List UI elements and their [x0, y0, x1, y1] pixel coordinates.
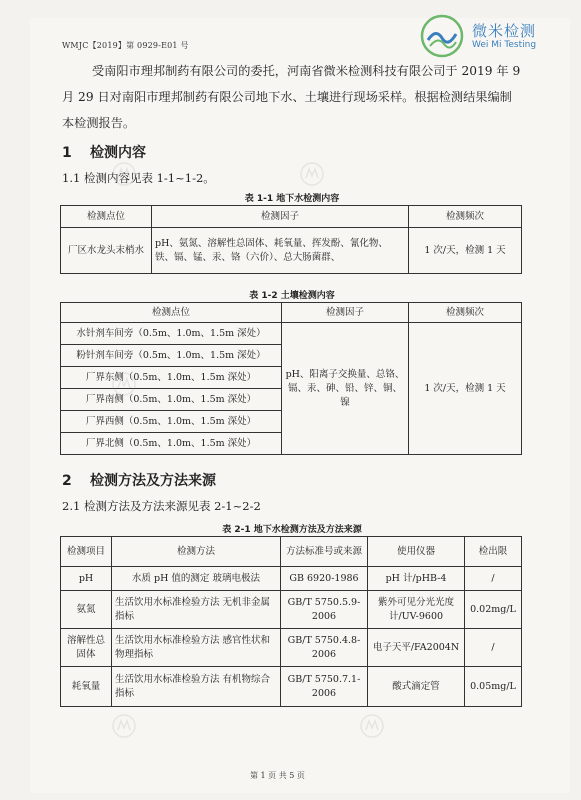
table-cell: 厂区水龙头末梢水	[61, 228, 152, 274]
table-cell: 水质 pH 值的测定 玻璃电极法	[112, 567, 281, 591]
table-row	[61, 567, 522, 591]
table-cell: pH、阳离子交换量、总铬、镉、汞、砷、铅、锌、铜、镍	[282, 323, 409, 455]
wei-mi-logo-icon	[420, 14, 464, 58]
table-cell: GB/T 5750.5.9-2006	[281, 591, 368, 629]
table-cell: 0.05mg/L	[465, 667, 522, 707]
table-cell: pH	[61, 567, 112, 591]
section-1-title: 检测内容	[90, 145, 146, 161]
section-2-number: 2	[62, 473, 72, 489]
logo-cn-text: 微米检测	[472, 22, 537, 40]
table-cell: pH、氨氮、溶解性总固体、耗氧量、挥发酚、氰化物、铁、镉、锰、汞、铬（六价）、总大肠菌群、	[152, 228, 409, 274]
table-header-cell: 检出限	[465, 537, 522, 567]
table-header-cell: 检测项目	[61, 537, 112, 567]
table-1-1	[60, 205, 522, 274]
report-number: WMJC【2019】第 0929-E01 号	[62, 41, 189, 50]
table-cell: 1 次/天，检测 1 天	[409, 228, 522, 274]
table-header-cell: 检测点位	[61, 303, 282, 323]
table-cell: /	[465, 629, 522, 667]
table-2-1	[60, 536, 522, 707]
watermark-icon	[112, 160, 136, 188]
section-2-heading	[62, 470, 216, 490]
table-cell: 生活饮用水标准检验方法 感官性状和物理指标	[112, 629, 281, 667]
intro-paragraph: 受南阳市理邦制药有限公司的委托，河南省微米检测科技有限公司于 2019 年 9 月 29 日对南阳市理邦制药有限公司地下水、土壤进行现场采样。根据检测结果编制本检测报告。	[62, 64, 521, 130]
table-cell: 厂界东侧（0.5m、1.0m、1.5m 深处）	[61, 367, 282, 389]
table-1-2-caption: 表 1-2 土壤检测内容	[249, 291, 335, 301]
table-row	[61, 629, 522, 667]
page-footer: 第 1 页 共 5 页	[250, 771, 305, 780]
table-cell: 厂界南侧（0.5m、1.0m、1.5m 深处）	[61, 389, 282, 411]
table-header-cell: 检测因子	[282, 303, 409, 323]
table-cell: 厂界北侧（0.5m、1.0m、1.5m 深处）	[61, 433, 282, 455]
table-cell: GB/T 5750.7.1-2006	[281, 667, 368, 707]
section-1-1-text: 1.1 检测内容见表 1-1~1-2。	[62, 171, 215, 185]
table-header-cell: 检测点位	[61, 206, 152, 228]
watermark-icon	[112, 712, 136, 740]
table-cell: GB/T 5750.4.8-2006	[281, 629, 368, 667]
table-cell: pH 计/pHB-4	[368, 567, 465, 591]
table-row	[61, 667, 522, 707]
table-cell: 电子天平/FA2004N	[368, 629, 465, 667]
watermark-icon	[112, 370, 136, 398]
table-cell: 水针剂车间旁（0.5m、1.0m、1.5m 深处）	[61, 323, 282, 345]
section-1-number: 1	[62, 145, 72, 161]
table-cell: 酸式滴定管	[368, 667, 465, 707]
section-2-1-text: 2.1 检测方法及方法来源见表 2-1~2-2	[62, 499, 261, 513]
table-header-cell: 方法标准号或来源	[281, 537, 368, 567]
table-row	[61, 591, 522, 629]
table-cell: 厂界西侧（0.5m、1.0m、1.5m 深处）	[61, 411, 282, 433]
table-cell: 粉针剂车间旁（0.5m、1.0m、1.5m 深处）	[61, 345, 282, 367]
section-2-title: 检测方法及方法来源	[90, 473, 216, 489]
logo-en-text: Wei Mi Testing	[472, 40, 537, 50]
table-row	[61, 323, 522, 345]
table-header-cell: 检测频次	[409, 206, 522, 228]
table-header-cell: 检测因子	[152, 206, 409, 228]
table-cell: 0.02mg/L	[465, 591, 522, 629]
table-header-cell: 使用仪器	[368, 537, 465, 567]
table-cell: 氨氮	[61, 591, 112, 629]
table-cell: 生活饮用水标准检验方法 无机非金属指标	[112, 591, 281, 629]
table-header-cell: 检测方法	[112, 537, 281, 567]
table-1-1-caption: 表 1-1 地下水检测内容	[244, 194, 340, 204]
table-cell: 溶解性总固体	[61, 629, 112, 667]
table-cell: 1 次/天，检测 1 天	[409, 323, 522, 455]
watermark-icon	[300, 160, 324, 188]
table-row	[61, 228, 522, 274]
table-cell: GB 6920-1986	[281, 567, 368, 591]
watermark-icon	[360, 712, 384, 740]
table-cell: /	[465, 567, 522, 591]
table-cell: 紫外可见分光光度计/UV-9600	[368, 591, 465, 629]
table-2-1-caption: 表 2-1 地下水检测方法及方法来源	[222, 525, 362, 535]
table-cell: 生活饮用水标准检验方法 有机物综合指标	[112, 667, 281, 707]
section-1-heading	[62, 142, 146, 162]
company-logo	[420, 14, 570, 58]
table-header-cell: 检测频次	[409, 303, 522, 323]
table-cell: 耗氧量	[61, 667, 112, 707]
